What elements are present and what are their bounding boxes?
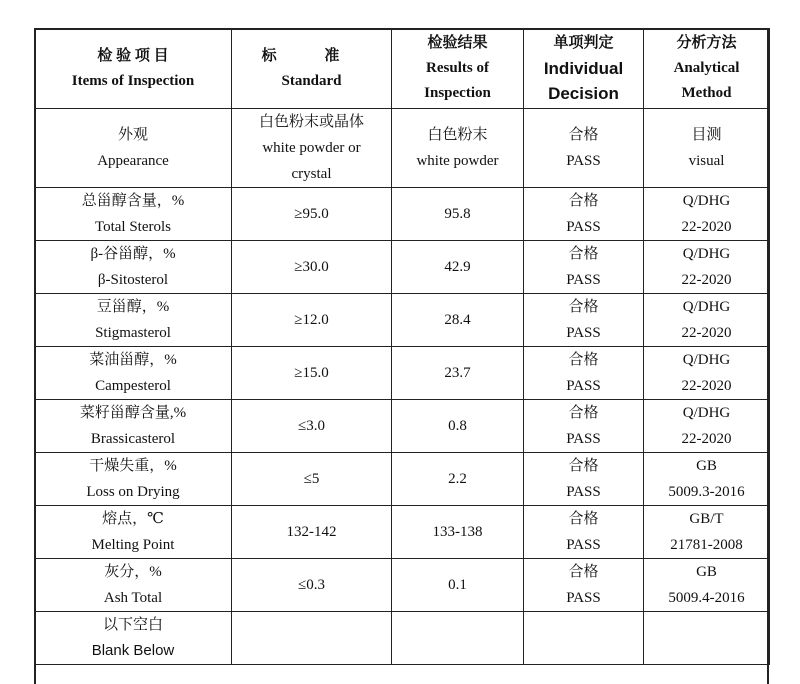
item-cell: 灰分，% Ash Total — [35, 559, 232, 612]
standard-cell: ≥12.0 — [232, 294, 392, 347]
method-cell: Q/DHG 22-2020 — [644, 347, 770, 400]
header-item: 检 验 项 目 Items of Inspection — [35, 29, 232, 109]
table-row — [35, 188, 770, 241]
decision-cell: 合格 PASS — [524, 559, 644, 612]
item-cell: 豆甾醇，% Stigmasterol — [35, 294, 232, 347]
decision-cell: 合格 PASS — [524, 188, 644, 241]
result-cell: 28.4 — [392, 294, 524, 347]
standard-cell: ≥15.0 — [232, 347, 392, 400]
standard-cell: ≤5 — [232, 453, 392, 506]
standard-cell: ≥95.0 — [232, 188, 392, 241]
empty-cell — [392, 612, 524, 665]
standard-cell: ≥30.0 — [232, 241, 392, 294]
method-cell: GB 5009.3-2016 — [644, 453, 770, 506]
table-row — [35, 400, 770, 453]
standard-cell: ≤0.3 — [232, 559, 392, 612]
decision-cell: 合格 PASS — [524, 400, 644, 453]
item-cell: 外观 Appearance — [35, 109, 232, 188]
decision-cell: 合格 PASS — [524, 347, 644, 400]
result-cell: 95.8 — [392, 188, 524, 241]
inspection-table — [34, 28, 770, 665]
result-cell: 23.7 — [392, 347, 524, 400]
standard-cell: 白色粉末或晶体 white powder or crystal — [232, 109, 392, 188]
method-cell: Q/DHG 22-2020 — [644, 294, 770, 347]
decision-cell: 合格 PASS — [524, 241, 644, 294]
empty-cell — [644, 612, 770, 665]
result-cell: 2.2 — [392, 453, 524, 506]
method-cell: GB 5009.4-2016 — [644, 559, 770, 612]
table-row — [35, 559, 770, 612]
table-row — [35, 506, 770, 559]
result-cell: 0.8 — [392, 400, 524, 453]
table-row — [35, 109, 770, 188]
result-cell: 0.1 — [392, 559, 524, 612]
header-results: 检验结果 Results of Inspection — [392, 29, 524, 109]
item-cell: 菜籽甾醇含量,% Brassicasterol — [35, 400, 232, 453]
empty-cell — [524, 612, 644, 665]
standard-cell: 132-142 — [232, 506, 392, 559]
header-row — [35, 29, 770, 109]
method-cell: Q/DHG 22-2020 — [644, 400, 770, 453]
table-row — [35, 241, 770, 294]
decision-cell: 合格 PASS — [524, 109, 644, 188]
decision-cell: 合格 PASS — [524, 294, 644, 347]
table-row — [35, 294, 770, 347]
item-cell: 总甾醇含量，% Total Sterols — [35, 188, 232, 241]
blank-row — [35, 612, 770, 665]
header-standard: 标 准 Standard — [232, 29, 392, 109]
result-cell: 42.9 — [392, 241, 524, 294]
standard-cell: ≤3.0 — [232, 400, 392, 453]
method-cell: 目测 visual — [644, 109, 770, 188]
item-cell: 干燥失重，% Loss on Drying — [35, 453, 232, 506]
result-cell: 133-138 — [392, 506, 524, 559]
item-cell: 熔点，℃ Melting Point — [35, 506, 232, 559]
blank-below-cell: 以下空白 Blank Below — [35, 612, 232, 665]
method-cell: Q/DHG 22-2020 — [644, 188, 770, 241]
decision-cell: 合格 PASS — [524, 506, 644, 559]
item-cell: β-谷甾醇，% β-Sitosterol — [35, 241, 232, 294]
method-cell: Q/DHG 22-2020 — [644, 241, 770, 294]
table-row — [35, 453, 770, 506]
header-decision: 单项判定 Individual Decision — [524, 29, 644, 109]
header-method: 分析方法 Analytical Method — [644, 29, 770, 109]
empty-cell — [232, 612, 392, 665]
method-cell: GB/T 21781-2008 — [644, 506, 770, 559]
item-cell: 菜油甾醇，% Campesterol — [35, 347, 232, 400]
table-row — [35, 347, 770, 400]
decision-cell: 合格 PASS — [524, 453, 644, 506]
result-cell: 白色粉末 white powder — [392, 109, 524, 188]
